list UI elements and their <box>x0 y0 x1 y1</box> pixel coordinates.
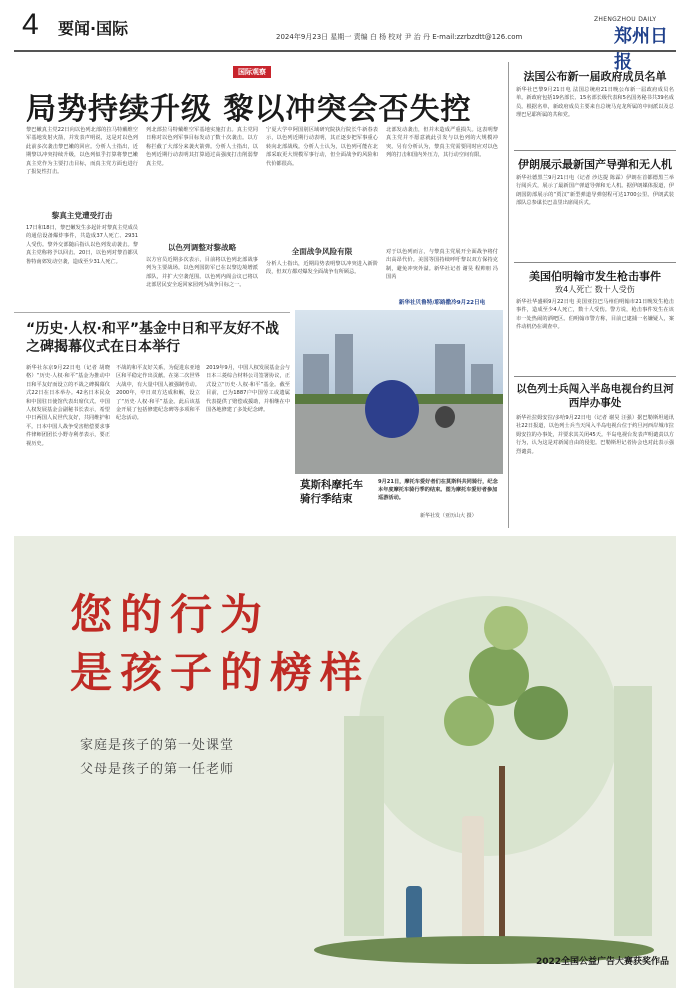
main-col3-para1: 宁夏大学中阿国别区域研究院执行院长牛新春表示，以色列近期行动表明，其正逐步把军事重心转向北部战线。分析人士认为，以色列可能在北部采取更大规模军事行动，但全面战争的风险和代价都很高。 <box>266 127 378 167</box>
motorcycle-rider <box>365 380 419 438</box>
france-text: 新华社巴黎9月21日电 法国总统府21日晚公布新一届政府成员名单。新政府包括19名部长、15名部长级代表和5名国务秘书共39名成员。根据名单，新政府成员主要来自总统马克龙所属的中间派以及总理巴尼耶所属的共和党。 <box>516 87 674 119</box>
motorcycle-photo <box>295 310 503 474</box>
divider <box>514 150 676 151</box>
page-number-box <box>14 8 50 42</box>
ad-tree-leaves <box>514 686 568 740</box>
divider <box>514 376 676 377</box>
ad-slogan-line2: 父母是孩子的第一任老师 <box>80 762 235 777</box>
ad-title <box>70 586 370 702</box>
page-number: 4 <box>22 8 39 41</box>
photo-caption: 9月21日，摩托车爱好者们在莫斯科共同骑行，纪念本年度摩托车骑行季的结束。图为摩托车爱好者参加巡游活动。 <box>378 479 498 501</box>
main-col2-para2: 以方官员近期多次表示，目前将以色列北部战事列为主要战场。以色列国防军已在以黎边境增派部队，并扩大空袭范围。以色列内阁会议已将以北部居民安全返回家园列为战争目标之一。 <box>146 257 258 289</box>
main-col4-para2: 对于以色列而言，与黎真主党展开全面战争将付出高昂代价。美国等国持续呼吁黎以双方保持克制，避免冲突外溢。新华社记者 谢昊 程帅朋 冯国芮 <box>386 249 498 281</box>
ad-footer: 2022全国公益广告大赛获奖作品 <box>536 957 670 967</box>
ad-title-line1: 您的行为 <box>70 590 271 639</box>
iran-text: 新华社德黑兰9月21日电（记者 沙达提 陈霖）伊朗在首都德黑兰举行阅兵式，展示了最新国产弹道导弹和无人机。据伊朗媒体报道，伊朗国防部展示的“贾汉”新型弹道导弹射程可达1700公里。伊朗武装部队总参谋长巴盖里出席阅兵式。 <box>516 175 674 207</box>
france-headline: 法国公布新一届政府成员名单 <box>523 70 667 83</box>
museum-headline: “历史·人权·和平”基金中日和平友好不战之碑揭幕仪式在日本举行 <box>26 321 280 355</box>
ad-parent-figure <box>462 816 484 940</box>
us-shooting-headline: 美国伯明翰市发生枪击事件 <box>529 270 661 283</box>
main-col1-para2: 17日和18日，黎巴嫩发生多起针对黎真主党成员的通信设备爆炸事件，共造成37人死亡、2931人受伤。黎外交部随后指认以色列发动袭击。黎真主党称将予以回击。20日，以色列对黎首都贝鲁特南郊发动空袭，造成至少31人死亡。 <box>26 225 138 265</box>
main-col4-para1: 北部发动袭击，但并未造成严重损失。这表明黎真主党并不愿意就此引发与以色列的大规模冲突。另有分析认为，黎真主党需要同时应对以色列的打击和国内外压力，其行动空间有限。 <box>386 127 498 159</box>
aljazeera-headline: 以色列士兵闯入半岛电视台约旦河西岸办事处 <box>516 383 674 409</box>
ad-slogan-line1: 家庭是孩子的第一处课堂 <box>80 738 235 753</box>
section-title: 要闻·国际 <box>58 19 129 38</box>
photo-credit: 新华社发（亚历山大 摄） <box>420 513 477 519</box>
main-col1-para1: 黎巴嫩真主党22日向以色列北部的拉马特戴维空军基地发射火箭，并发表声明说，这是对以色列此前多次袭击黎巴嫩的回应。分析人士指出，近期黎以冲突持续升级，以色列似乎打算将黎巴嫩真主党作为主要打击目标，而真主党方面也进行了报复性打击。 <box>26 127 138 176</box>
ad-title-line2: 是孩子的榜样 <box>70 648 371 697</box>
museum-col2: 不战的和平友好关系，为促进东亚地区和平稳定作出贡献。在第二次世界大战中，有大量中国人被强制劳动。2000年，中日双方达成和解，设立了“历史·人权·和平”基金。此后该基金开展了包括修建纪念碑等多项和平纪念活动。 <box>116 365 200 422</box>
photo-title: 莫斯科摩托车骑行季结束 <box>300 479 363 505</box>
iran-headline: 伊朗展示最新国产导弹和无人机 <box>518 158 672 171</box>
kicker-label: 国际观察 <box>233 66 271 78</box>
date-line: 2024年9月23日 星期一 责编 白 杨 校对 尹 治 丹 E-mail:zzrbzdtt@126.com <box>276 33 523 41</box>
main-col2-para1: 列北部拉马特戴维空军基地实施打击。真主党同日称对以色列军事目标发动了数十次袭击。以方称拦截了大部分来袭火箭弹。分析人士指出，以色列近期行动表明其打算通过高强度打击削弱黎真主党。 <box>146 127 258 167</box>
ad-tree-leaves <box>484 606 528 650</box>
public-service-ad <box>14 536 676 988</box>
column-divider <box>508 62 509 528</box>
museum-col1: 新华社东京9月22日电（记者 胡晓格）“历史·人权·和平”基金为推动中日和平友好而设立的不战之碑揭幕仪式22日在日本举办。42名日本民众和中国驻日使馆代表出席仪式。中国人权发展基金会副秘书长表示，希望中日两国人民世代友好，共同维护和平。日本中国人战争受害赔偿要求事件律师团团长小野寺利孝表示，要正视历史。 <box>26 365 110 447</box>
ad-tree-leaves <box>444 696 494 746</box>
ad-building <box>614 686 652 936</box>
ad-tree-trunk <box>499 766 505 942</box>
divider <box>514 262 676 263</box>
us-shooting-subhead: 致4人死亡 数十人受伤 <box>555 285 635 294</box>
top-rule <box>14 50 676 52</box>
main-col2-subhead: 以色列调整对黎战略 <box>167 243 237 252</box>
paper-name-cn: 郑州日报 <box>614 26 668 73</box>
story-divider <box>14 312 290 313</box>
main-col3-para2: 分析人士指出，近期局势表明黎以冲突进入新阶段，但双方都对爆发全面战争有所顾忌。 <box>266 261 378 276</box>
us-shooting-text: 新华社华盛顿9月22日电 美国亚拉巴马州伯明翰市21日晚发生枪击事件，造成至少4人死亡，数十人受伤。警方说，枪击事件发生在该市一处热闹的酒吧区。伯明翰市警方称，目前已逮捕一名嫌疑人，案件动机仍在调查中。 <box>516 299 674 331</box>
paper-name-en: ZHENGZHOU DAILY <box>594 16 657 23</box>
ad-child-figure <box>406 886 422 940</box>
main-col1-subhead: 黎真主党遭受打击 <box>51 211 113 220</box>
museum-col3: 2019年9月，中国人权发展基金会与日本三菱综合材料公司签署协议，正式设立“历史·人权·和平”基金。截至目前，已为1887户中国劳工或遗属代表提供了赔偿或援助，并相继在中国各地修建了多处纪念碑。 <box>206 365 290 414</box>
motorcycle-rider <box>435 406 455 428</box>
ad-building <box>344 716 384 936</box>
main-col3-subhead: 全面战争风险有限 <box>291 247 353 256</box>
main-byline: 新华社贝鲁特/耶路撒冷9月22日电 <box>398 300 486 306</box>
main-headline: 局势持续升级 黎以冲突会否失控 <box>26 92 472 127</box>
aljazeera-text: 新华社拉姆安拉/多哈9月22日电（记者 谢昊 汪强）据巴勒斯坦通讯社22日报道，以色列士兵当天闯入半岛电视台位于约旦河西岸城市拉姆安拉的办事处，并要求其关闭45天。半岛电视台发表声明谴责以方行为，认为这是对新闻自由的侵犯。巴勒斯坦记者协会也对此表示强烈谴责。 <box>516 415 674 455</box>
